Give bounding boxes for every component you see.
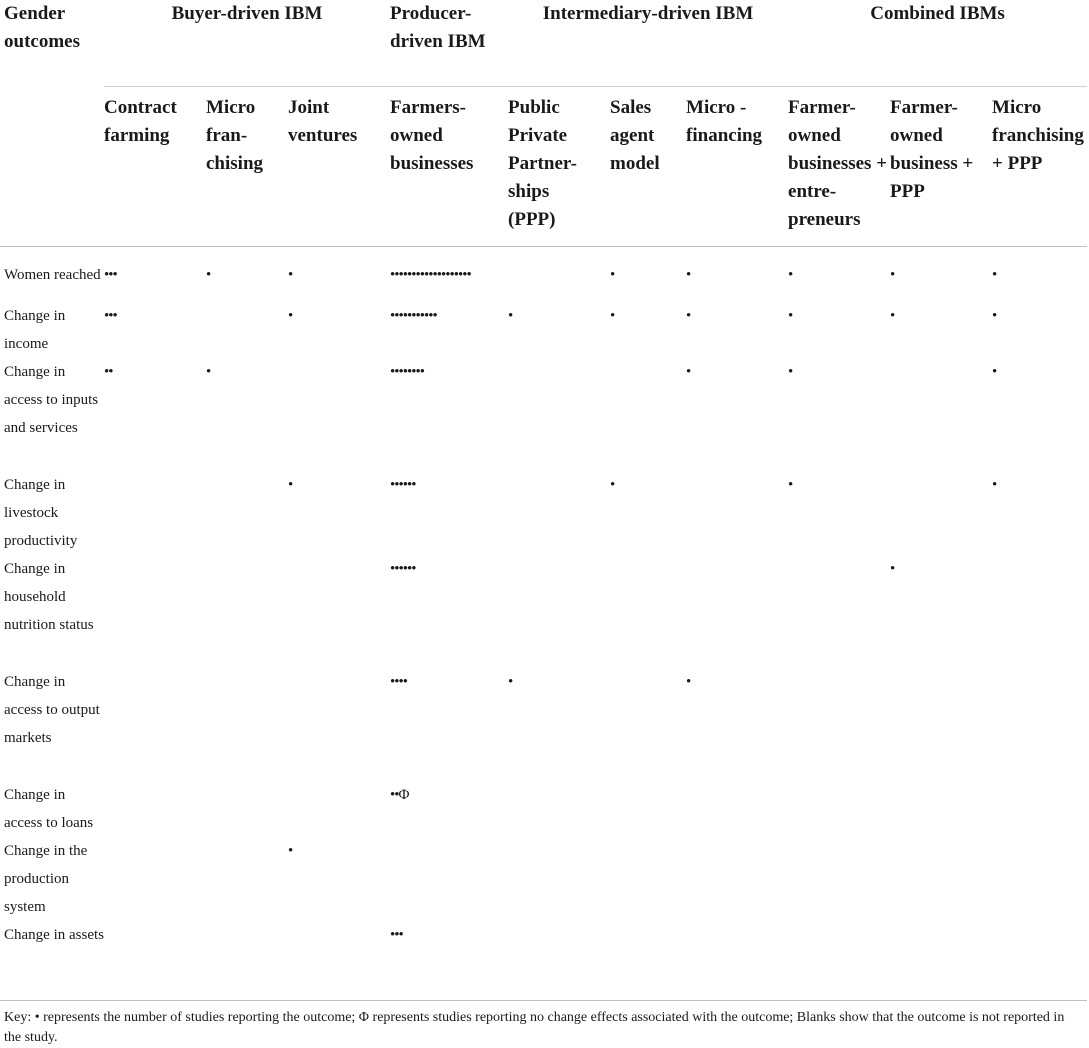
outcome-label: Change in income: [4, 308, 66, 352]
outcome-cell: [890, 358, 992, 471]
outcome-cell: •: [508, 308, 513, 324]
outcome-cell: [610, 781, 686, 837]
outcome-cell: •: [288, 266, 293, 283]
outcome-cell: [508, 246, 610, 302]
outcome-cell: •••••••••••••••••••: [390, 266, 471, 283]
outcome-cell: •: [890, 561, 895, 577]
outcome-cell: [788, 921, 890, 977]
outcome-cell: [508, 471, 610, 555]
outcome-cell: [508, 358, 610, 471]
outcome-cell: [992, 837, 1087, 921]
outcome-cell: [104, 668, 206, 781]
outcome-cell: [206, 471, 288, 555]
group-buyer-driven: Buyer-driven IBM: [104, 0, 390, 86]
outcome-cell: [104, 471, 206, 555]
outcome-cell: [992, 781, 1087, 837]
outcome-cell: [288, 555, 390, 668]
outcome-cell: [206, 781, 288, 837]
outcome-label: Change in access to loans: [4, 787, 94, 831]
outcome-cell: [104, 555, 206, 668]
outcome-cell: [686, 921, 788, 977]
outcome-cell: [890, 781, 992, 837]
outcome-cell: •: [288, 477, 293, 493]
outcome-cell: •: [686, 308, 691, 324]
outcome-cell: •: [288, 308, 293, 324]
outcome-label: Change in household nutrition status: [4, 561, 94, 633]
outcome-cell: [206, 837, 288, 921]
col-joint-ventures: Joint ventures: [288, 86, 390, 246]
outcome-cell: •: [788, 477, 793, 493]
outcome-cell: •••: [104, 308, 117, 324]
col-contract-farming: Contract farming: [104, 86, 206, 246]
outcome-cell: [206, 302, 288, 358]
col-micro-financing: Micro -financing: [686, 86, 788, 246]
outcome-cell: [992, 921, 1087, 977]
outcome-cell: •: [788, 266, 793, 283]
outcome-cell: •: [686, 364, 691, 380]
outcome-cell: [610, 837, 686, 921]
outcome-cell: •: [992, 308, 997, 324]
outcome-cell: •: [206, 266, 211, 283]
outcome-cell: •: [610, 308, 615, 324]
outcome-cell: ••••••: [390, 477, 416, 493]
outcome-label: Women reached: [4, 266, 101, 283]
outcome-cell: •: [992, 477, 997, 493]
outcome-cell: ••••••: [390, 561, 416, 577]
outcome-cell: •: [788, 364, 793, 380]
col-ppp: Public Private Partner-ships (PPP): [508, 86, 610, 246]
outcome-cell: [890, 471, 992, 555]
outcome-cell: [206, 921, 288, 977]
table-row: [0, 471, 1087, 555]
outcome-cell: [508, 921, 610, 977]
outcome-cell: •••: [104, 266, 117, 283]
group-producer-driven: Producer-driven IBM: [390, 0, 508, 86]
table-row: [0, 358, 1087, 471]
table-key-footnote: Key: • represents the number of studies reporting the outcome; Φ represents studies reporting no change effects associated with the outcome; Blanks show that the outcome is not reported in the study.: [4, 1010, 1065, 1045]
table-row: [0, 246, 1087, 302]
outcome-cell: ••: [104, 364, 113, 380]
outcome-cell: [104, 921, 206, 977]
outcome-cell: [686, 781, 788, 837]
outcome-cell: •: [788, 308, 793, 324]
outcome-label: Change in the production system: [4, 843, 88, 915]
footnote-divider: [0, 1000, 1087, 1001]
outcome-cell: [288, 781, 390, 837]
outcome-cell: [104, 781, 206, 837]
row-header-label: Gender outcomes: [0, 0, 104, 246]
outcome-cell: ••••••••: [390, 364, 425, 380]
outcome-cell: [686, 837, 788, 921]
outcome-cell: •: [206, 364, 211, 380]
outcome-cell: [508, 555, 610, 668]
col-micro-franchising-ppp: Micro franchising + PPP: [992, 86, 1087, 246]
outcome-cell: •••: [390, 927, 403, 943]
table-row: [0, 668, 1087, 781]
col-micro-franchising: Micro fran-chising: [206, 86, 288, 246]
outcome-cell: [788, 555, 890, 668]
outcome-cell: •••••••••••: [390, 308, 437, 324]
outcome-label: Change in access to inputs and services: [4, 364, 99, 436]
outcome-cell: [610, 555, 686, 668]
outcome-cell: [686, 555, 788, 668]
table-row: [0, 921, 1087, 977]
outcome-label: Change in access to output markets: [4, 674, 100, 746]
outcome-cell: •: [686, 266, 691, 283]
outcome-cell: [610, 668, 686, 781]
col-sales-agent-model: Sales agent model: [610, 86, 686, 246]
outcome-cell: [890, 921, 992, 977]
outcome-cell: •: [890, 308, 895, 324]
outcome-cell: [288, 921, 390, 977]
outcome-cell: [206, 555, 288, 668]
outcome-cell: [788, 668, 890, 781]
outcome-cell: ••••: [390, 674, 408, 690]
outcome-cell: [508, 781, 610, 837]
col-farmer-owned-entrepreneurs: Farmer-owned businesses + entre-preneurs: [788, 86, 890, 246]
outcome-cell: ••Φ: [390, 787, 409, 803]
outcome-label: Change in assets: [4, 927, 104, 943]
outcome-cell: •: [508, 674, 513, 690]
outcome-cell: [992, 668, 1087, 781]
outcome-cell: [992, 555, 1087, 668]
outcome-cell: [508, 837, 610, 921]
outcome-cell: [890, 837, 992, 921]
table-row: [0, 555, 1087, 668]
outcome-cell: •: [890, 266, 895, 283]
outcome-cell: [610, 358, 686, 471]
outcome-cell: •: [992, 364, 997, 380]
table-row: [0, 781, 1087, 837]
table-body: [0, 246, 1087, 977]
outcome-cell: •: [610, 266, 615, 283]
outcome-cell: [788, 837, 890, 921]
outcome-cell: [788, 781, 890, 837]
outcome-cell: •: [992, 266, 997, 283]
outcome-cell: [288, 668, 390, 781]
group-intermediary-driven: Intermediary-driven IBM: [508, 0, 788, 86]
table-row: [0, 302, 1087, 358]
outcome-cell: [104, 837, 206, 921]
outcome-label: Change in livestock productivity: [4, 477, 78, 549]
outcome-cell: [610, 921, 686, 977]
outcome-cell: •: [610, 477, 615, 493]
outcome-cell: [390, 837, 508, 921]
col-farmer-owned-ppp: Farmer-owned business + PPP: [890, 86, 992, 246]
table-row: [0, 837, 1087, 921]
outcome-cell: [206, 668, 288, 781]
outcome-cell: [686, 471, 788, 555]
col-farmers-owned-businesses: Farmers-owned businesses: [390, 86, 508, 246]
outcome-cell: [288, 358, 390, 471]
group-combined: Combined IBMs: [788, 0, 1087, 86]
outcome-cell: •: [686, 674, 691, 690]
outcome-cell: •: [288, 843, 293, 859]
outcome-cell: [890, 668, 992, 781]
